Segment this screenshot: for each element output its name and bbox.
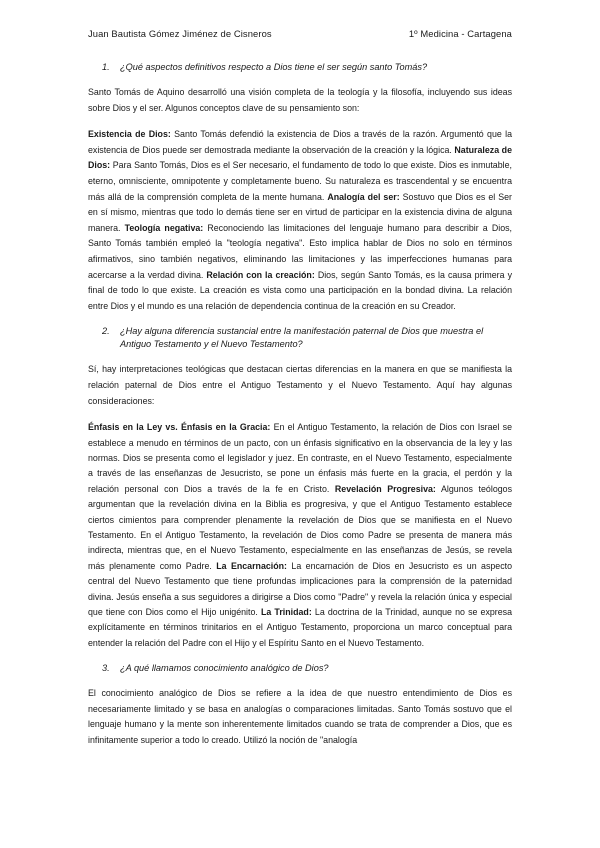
term-encarnacion: La Encarnación: [216,560,287,571]
question-2-number: 2. [102,326,110,337]
question-3 [102,662,512,675]
page-header [88,28,512,39]
question-2 [102,325,512,351]
header-author: Juan Bautista Gómez Jiménez de Cisneros [88,28,272,39]
term-existencia: Existencia de Dios: [88,129,171,140]
term-naturaleza: Naturaleza de Dios: [88,144,512,171]
term-analogia: Analogía del ser: [327,191,400,202]
term-ley-gracia: Énfasis en la Ley vs. Énfasis en la Gracia: [88,422,271,433]
header-course: 1º Medicina - Cartagena [408,28,512,39]
question-3-text: ¿A qué llamamos conocimiento analógico de Dios? [120,663,329,674]
question-2-text: ¿Hay alguna diferencia sustancial entre la manifestación paternal de Dios que muestra el Antiguo Testamento y el Nuevo Testamento? [120,326,484,350]
question-1-number: 1. [102,62,110,72]
term-teologia-negativa: Teología negativa: [124,222,204,233]
answer-1-intro: Santo Tomás de Aquino desarrolló una visión completa de la teología y la filosofía, incluyendo sus ideas sobre Dios y el ser. Algunos conceptos clave de su pensamiento son: [88,87,512,113]
answer-3-body: El conocimiento analógico de Dios se refiere a la idea de que nuestro entendimiento de Dios es necesariamente limitado y se basa en analogías o comparaciones limitadas. Santo Tomás sostuvo que el lenguaje humano y la mente son inherentemente limitados cuando se trata de comprender a Dios, que es infinitamente superior a todo lo creado. Utilizó la noción de "analogía [88,688,512,745]
answer-1-body: Existencia de Dios: Santo Tomás defendió la existencia de Dios a través de la razón. Argumentó que la existencia de Dios puede ser demostrada mediante la observación de la creación y la lógica. Naturaleza de Dios: Para Santo Tomás, Dios es el Ser necesario, el fundamento de todo lo que existe. Dios es inmutable, eterno, omnisciente, omnipotente y completamente bueno. Su naturaleza es trascendental y se encuentra más allá de la comprensión completa de la mente humana. Analogía del ser: Sostuvo que Dios es el Ser en sí mismo, mientras que todo lo demás tiene ser en virtud de participar en la existencia divina de alguna manera. Teología negativa: Reconociendo las limitaciones del lenguaje humano para describir a Dios, Santo Tomás también empleó la "teología negativa". Esto implica hablar de Dios no solo en términos afirmativos, sino también negativos, eliminando las limitaciones y las imperfecciones humanas para acercarse a la verdad divina. Relación con la creación: Dios, según Santo Tomás, es la causa primera y final de todo lo que existe. La creación es vista como una participación en la bondad divina. La relación entre Dios y el mundo es una relación de dependencia continua de la creación en su Creador. [88,129,513,311]
question-1 [102,61,512,74]
answer-2-intro: Sí, hay interpretaciones teológicas que destacan ciertas diferencias en la manera en que se manifiesta la relación paternal de Dios entre el Antiguo Testamento y el Nuevo Testamento. Aquí hay algunas consideraciones: [88,364,512,406]
term-trinidad: La Trinidad: [260,606,312,617]
question-3-number: 3. [102,663,110,674]
term-revelacion-progresiva: Revelación Progresiva: [334,483,436,494]
question-1-text: ¿Qué aspectos definitivos respecto a Dios tiene el ser según santo Tomás? [120,62,428,72]
answer-2-body: Énfasis en la Ley vs. Énfasis en la Gracia: En el Antiguo Testamento, la relación de Dios con Israel se establece a menudo en términos de un pacto, con un énfasis significativo en la observancia de la ley y las normas. Dios se presenta como el legislador y juez. En contraste, en el Nuevo Testamento, especialmente a través de las enseñanzas de Jesucristo, se pone un énfasis más fuerte en la gracia, el perdón y la relación personal con Dios a través de la fe en Cristo. Revelación Progresiva: Algunos teólogos argumentan que la revelación divina en la Biblia es progresiva, y que el Antiguo Testamento establece ciertos cimientos para comprender plenamente la revelación de Dios que se manifiesta en el Nuevo Testamento. En el Antiguo Testamento, la revelación de Dios como Padre se presenta de manera más indirecta, mientras que, en el Nuevo Testamento, especialmente en las enseñanzas de Jesús, se revela más plenamente como Padre. La Encarnación: La encarnación de Dios en Jesucristo es un aspecto central del Nuevo Testamento que tiene profundas implicaciones para la comprensión de la paternidad divina. Jesús enseña a sus seguidores a dirigirse a Dios como "Padre" y revela la relación única y especial que tiene con Dios como el Hijo unigénito. La Trinidad: La doctrina de la Trinidad, aunque no se expresa explícitamente en términos trinitarios en el Antiguo Testamento, proporciona un marco conceptual para entender la relación del Padre con el Hijo y el Espíritu Santo en el Nuevo Testamento. [88,422,512,648]
term-relacion-creacion: Relación con la creación: [206,269,315,280]
